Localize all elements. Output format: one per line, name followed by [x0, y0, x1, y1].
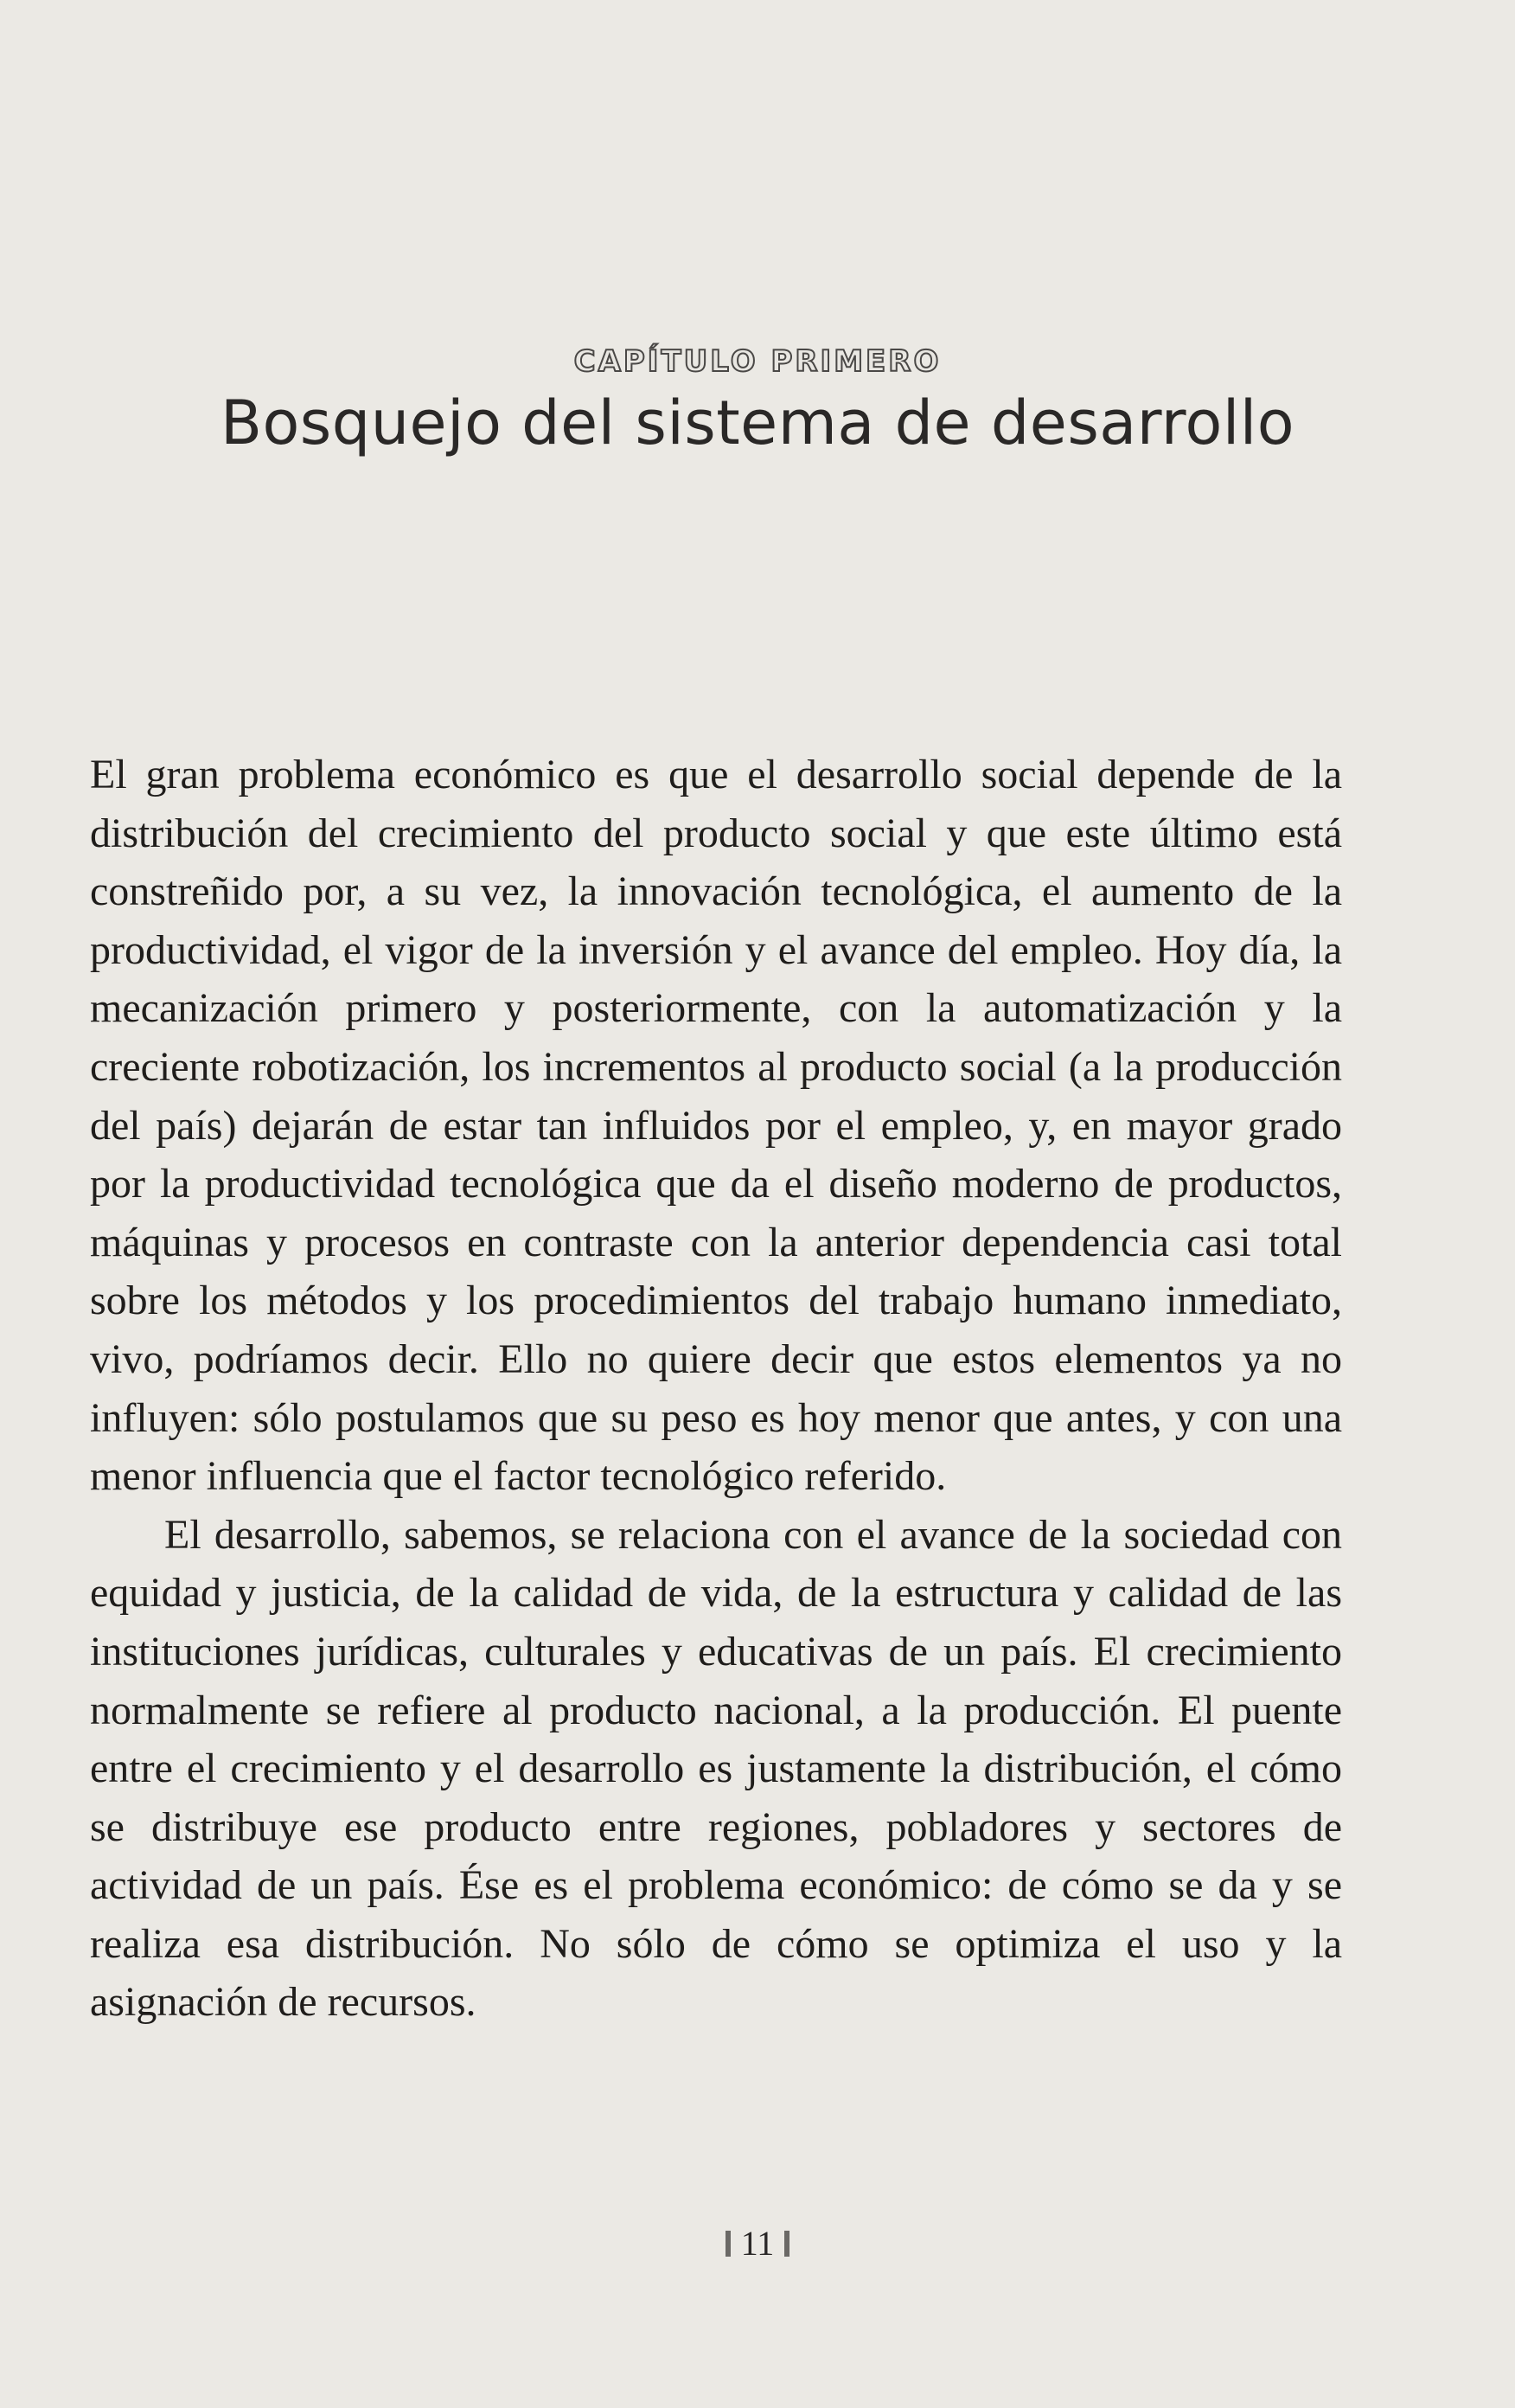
- chapter-title: Bosquejo del sistema de desarrollo: [220, 387, 1295, 458]
- folio-bar-left: [726, 2231, 731, 2257]
- page-number-footer: [0, 2223, 1515, 2264]
- folio-bar-right: [784, 2231, 789, 2257]
- page-number: 11: [740, 2224, 775, 2263]
- body-text: [90, 746, 1342, 2032]
- paragraph-2: El desarrollo, sabemos, se relaciona con el avance de la sociedad con equidad y justicia, de la calidad de vida, de la estructura y calidad de las instituciones jurídicas, culturales y educativas de un país. El crecimiento normalmente se refiere al producto nacional, a la producción. El puente entre el crecimiento y el desarrollo es justamente la distribución, el cómo se distribuye ese producto entre regiones, pobladores y sectores de actividad de un país. Ése es el problema económico: de cómo se da y se realiza esa distribución. No sólo de cómo se optimiza el uso y la asignación de recursos.: [90, 1511, 1342, 2026]
- paragraph-1: El gran problema económico es que el desarrollo social depende de la distribución del crecimiento del producto social y que este último está constreñido por, a su vez, la innovación tecnológica, el aumento de la productividad, el vigor de la inversión y el avance del empleo. Hoy día, la mecanización primero y posteriormente, con la automatización y la creciente robotización, los incrementos al producto social (a la producción del país) dejarán de estar tan influidos por el empleo, y, en mayor grado por la productividad tecnológica que da el diseño moderno de productos, máquinas y procesos en contraste con la anterior dependencia casi total sobre los métodos y los procedimientos del trabajo humano inmediato, vivo, podríamos decir. Ello no quiere decir que estos elementos ya no influyen: sólo postulamos que su peso es hoy menor que antes, y con una menor influencia que el factor tecnológico referido.: [90, 752, 1342, 1500]
- chapter-label: CAPÍTULO PRIMERO: [573, 344, 942, 379]
